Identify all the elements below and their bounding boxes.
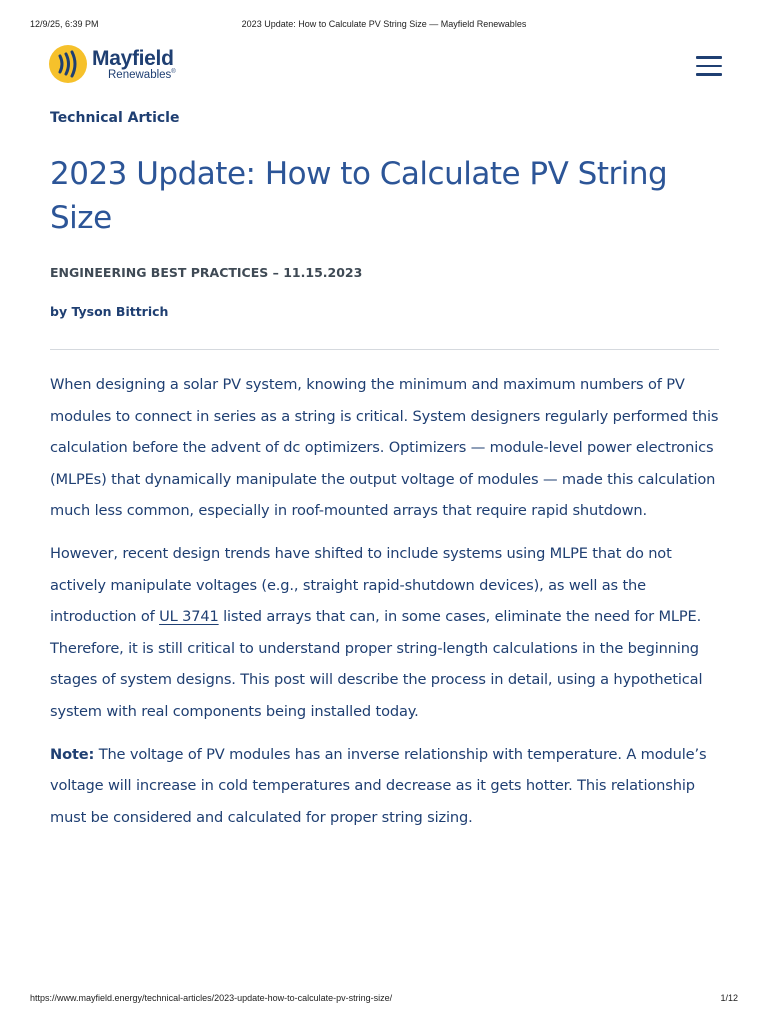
paragraph-intro: When designing a solar PV system, knowing the minimum and maximum numbers of PV modules to connect in series as a string is critical. System designers regularly performed this calculation before the advent of dc optimizers. Optimizers — module-level power electronics (MLPEs) that dynamically manipulate the output voltage of modules — made this calculation much less common, especially in roof-mounted arrays that require rapid shutdown. [50, 376, 719, 520]
site-header [48, 44, 722, 90]
mayfield-logo-mark-icon [48, 44, 88, 84]
print-header [0, 19, 768, 33]
paragraph-note [50, 739, 722, 834]
logo-wordmark: Mayfield [92, 47, 174, 70]
trademark-mark: ® [171, 69, 176, 76]
print-url: https://www.mayfield.energy/technical-articles/2023-update-how-to-calculate-pv-string-size/ [30, 993, 393, 1003]
article-body [50, 369, 722, 833]
hamburger-menu-icon[interactable] [696, 56, 722, 76]
logo-subtitle [108, 69, 176, 81]
logo-subtitle-text: Renewables [108, 69, 172, 81]
page-title: 2023 Update: How to Calculate PV String Size [50, 156, 668, 236]
print-footer [0, 993, 768, 1007]
divider [50, 349, 719, 350]
note-text: The voltage of PV modules has an inverse relationship with temperature. A module’s voltage will increase in cold temperatures and decrease as it gets hotter. This relationship must be considered and calculated for proper string sizing. [50, 745, 707, 826]
article-category: Technical Article [50, 110, 180, 126]
article [50, 108, 720, 844]
note-label: Note: [50, 745, 95, 763]
print-document-title: 2023 Update: How to Calculate PV String Size — Mayfield Renewables [241, 19, 527, 29]
article-byline: by Tyson Bittrich [50, 304, 169, 319]
article-meta: ENGINEERING BEST PRACTICES – 11.15.2023 [50, 265, 363, 280]
ul-3741-link[interactable]: UL 3741 [159, 608, 219, 626]
paragraph-trends [50, 538, 722, 728]
paragraph-trends-text-a: However, recent design trends have shifted to include systems using MLPE that do not actively manipulate voltages (e.g., straight rapid-shutdown devices), as well as the introduction of [50, 544, 672, 626]
print-datetime: 12/9/25, 6:39 PM [30, 19, 99, 29]
paragraph-trends-text-b: listed arrays that can, in some cases, eliminate the need for MLPE. Therefore, it is still critical to understand proper string-length calculations in the beginning stages of system designs. This post will describe the process in detail, using a hypothetical system with real components being installed today. [50, 608, 703, 720]
site-logo[interactable] [48, 44, 188, 88]
print-page-number: 1/12 [720, 993, 738, 1003]
